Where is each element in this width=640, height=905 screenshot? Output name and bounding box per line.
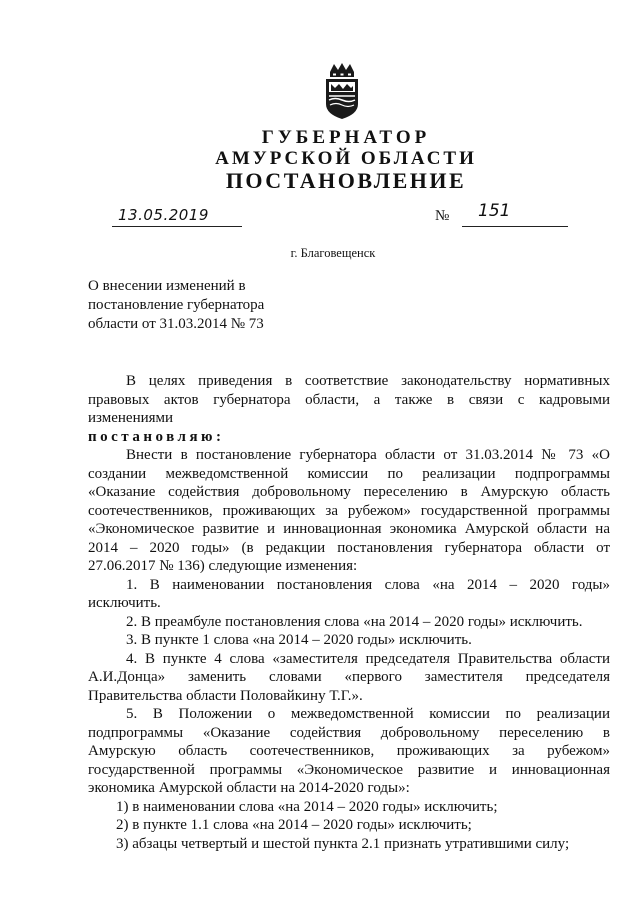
intro-line: 27.06.2017 № 136) следующие изменения: <box>88 558 358 574</box>
subject-line: области от 31.03.2014 № 73 <box>88 316 264 332</box>
item-4-line: А.И.Донца» заменить словами «первого заместителя председателя <box>88 669 610 685</box>
subitem-1: 1) в наименовании слова «на 2014 – 2020 годы» исключить; <box>116 798 498 815</box>
header-title-governor: ГУБЕРНАТОР <box>261 127 431 148</box>
item-1-line: исключить. <box>88 595 161 611</box>
subject-line: постановление губернатора <box>88 297 265 313</box>
subitem-2: 2) в пункте 1.1 слова «на 2014 – 2020 годы» исключить; <box>116 817 472 833</box>
item-3: 3. В пункте 1 слова «на 2014 – 2020 годы» исключить. <box>126 632 472 648</box>
document-date: 13.05.2019 <box>118 206 209 224</box>
document-type-title: ПОСТАНОВЛЕНИЕ <box>225 168 467 193</box>
item-4-line: Правительства области Половайкину Т.Г.». <box>88 687 363 704</box>
header-title-region: АМУРСКОЙ ОБЛАСТИ <box>215 148 477 169</box>
coat-of-arms-emblem <box>321 62 363 120</box>
preamble-line: правовых актов губернатора области, а также в связи с кадровыми <box>88 391 610 408</box>
item-4-line: 4. В пункте 4 слова «заместителя председателя Правительства области <box>126 650 610 667</box>
item-1-line: 1. В наименовании постановления слова «на 2014 – 2020 годы» <box>126 576 610 593</box>
subject-line: О внесении изменений в <box>88 278 246 294</box>
intro-line: «Оказание содействия добровольному переселению в Амурскую область <box>88 484 610 500</box>
document-number: 151 <box>478 201 511 221</box>
item-5-line: подпрограммы «Оказание содействия добровольному переселению в <box>88 724 610 741</box>
intro-line: «Экономическое развитие и инновационная экономика Амурской области на <box>88 521 610 537</box>
intro-line: создании межведомственной комиссии по реализации подпрограммы <box>88 465 610 482</box>
date-underline <box>112 226 242 227</box>
item-2: 2. В преамбуле постановления слова «на 2014 – 2020 годы» исключить. <box>126 613 583 630</box>
document-subject <box>88 277 264 334</box>
subitem-3: 3) абзацы четвертый и шестой пункта 2.1 признать утратившими силу; <box>116 835 570 852</box>
item-5-line: государственной программы «Экономическое развитие и инновационная <box>88 761 610 778</box>
number-sign: № <box>435 208 450 224</box>
intro-line: Внести в постановление губернатора области от 31.03.2014 № 73 «О <box>126 447 610 463</box>
intro-line: 2014 – 2020 годы» (в редакции постановления губернатора области от <box>88 539 610 556</box>
number-underline <box>462 226 568 227</box>
intro-line: соотечественников, проживающих за рубежом» государственной программы <box>88 502 610 519</box>
document-body <box>88 372 610 853</box>
preamble-line: изменениями <box>88 410 174 426</box>
item-5-line: экономика Амурской области на 2014-2020 годы»: <box>88 780 410 796</box>
item-5-line: 5. В Положении о межведомственной комиссии по реализации <box>126 706 610 722</box>
item-5-line: Амурскую область соотечественников, проживающих за рубежом» <box>88 743 610 759</box>
city-label: г. Благовещенск <box>290 246 376 260</box>
decree-word: постановляю: <box>88 428 225 445</box>
preamble-line: В целях приведения в соответствие законодательству нормативных <box>126 373 610 389</box>
